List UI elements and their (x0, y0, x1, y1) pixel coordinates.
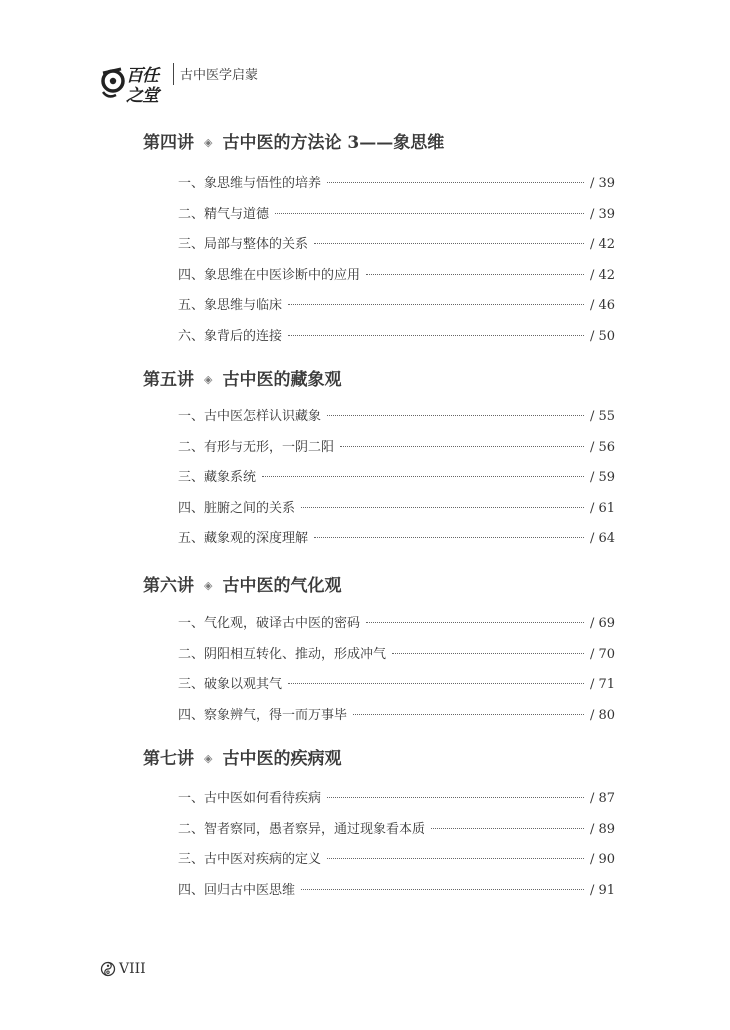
toc-entry[interactable] (178, 405, 615, 423)
logo-swirl-icon (100, 64, 126, 104)
ornament-icon: ◈ (204, 579, 213, 592)
chapter-label: 第七讲 (143, 749, 194, 769)
entry-page: / 55 (589, 409, 615, 424)
dot-leader (301, 507, 584, 508)
entry-page: / 50 (589, 329, 615, 344)
entry-title: 三、局部与整体的关系 (178, 237, 309, 253)
entry-title: 三、藏象系统 (178, 470, 257, 486)
dot-leader (288, 335, 584, 336)
entry-page: / 90 (589, 852, 615, 868)
toc-entry[interactable] (178, 787, 615, 805)
entry-title: 二、阴阳相互转化、推动，形成冲气 (178, 646, 387, 662)
toc-entry[interactable] (178, 233, 615, 251)
dot-leader (327, 182, 584, 183)
toc-entry[interactable] (178, 497, 615, 515)
toc-entry[interactable] (178, 264, 615, 282)
entry-page: / 89 (589, 821, 615, 837)
chapter-title: 古中医的气化观 (222, 576, 342, 596)
entry-title: 六、象背后的连接 (178, 329, 283, 344)
entry-title: 一、古中医怎样认识藏象 (178, 409, 322, 424)
chapter-title: 古中医的藏象观 (222, 370, 342, 390)
ornament-icon: ◈ (204, 136, 213, 149)
toc-entry[interactable] (178, 704, 615, 722)
dot-leader (301, 889, 584, 890)
page-footer (100, 961, 146, 977)
dot-leader (275, 213, 584, 214)
entry-page: / 42 (589, 267, 615, 283)
toc-entry[interactable] (178, 848, 615, 866)
dot-leader (327, 858, 584, 859)
entry-page: / 69 (589, 616, 615, 631)
logo-text: 百任之堂 (126, 66, 158, 106)
entry-title: 二、精气与道德 (178, 206, 270, 222)
entry-title: 一、古中医如何看待疾病 (178, 791, 322, 806)
ornament-icon: ◈ (204, 752, 213, 765)
toc-entry[interactable] (178, 673, 615, 691)
dot-leader (314, 537, 584, 538)
toc-entry[interactable] (178, 818, 615, 836)
book-title: 古中医学启蒙 (180, 68, 259, 83)
entry-title: 二、有形与无形，一阴二阳 (178, 439, 335, 455)
entry-page: / 71 (589, 677, 615, 693)
yin-yang-icon (100, 961, 116, 977)
entry-page: / 91 (589, 882, 615, 898)
ornament-icon: ◈ (204, 373, 213, 386)
entry-title: 四、察象辨气，得一而万事毕 (178, 707, 348, 723)
entry-title: 二、智者察同，愚者察异，通过现象看本质 (178, 821, 426, 837)
entry-title: 五、象思维与临床 (178, 298, 283, 314)
entry-title: 四、回归古中医思维 (178, 882, 296, 898)
toc-entry[interactable] (178, 203, 615, 221)
entry-page: / 87 (589, 791, 615, 806)
toc-entry[interactable] (178, 466, 615, 484)
dot-leader (314, 243, 584, 244)
entry-page: / 61 (589, 500, 615, 516)
toc-entry[interactable] (178, 294, 615, 312)
page-number: VIII (119, 961, 146, 977)
entry-title: 三、古中医对疾病的定义 (178, 852, 322, 868)
chapter-heading (143, 571, 341, 596)
chapter-label: 第六讲 (143, 576, 194, 596)
chapter-heading (143, 744, 341, 769)
dot-leader (262, 476, 584, 477)
chapter-heading (143, 365, 341, 390)
entry-page: / 42 (589, 237, 615, 253)
entry-page: / 59 (589, 470, 615, 486)
dot-leader (327, 797, 584, 798)
header-divider (173, 63, 174, 85)
chapter-heading (143, 128, 444, 153)
chapter-label: 第五讲 (143, 370, 194, 390)
entry-title: 五、藏象观的深度理解 (178, 531, 309, 547)
toc-entry[interactable] (178, 643, 615, 661)
toc-entry[interactable] (178, 325, 615, 343)
entry-page: / 80 (589, 707, 615, 723)
dot-leader (353, 714, 584, 715)
dot-leader (288, 683, 584, 684)
toc-entry[interactable] (178, 879, 615, 897)
chapter-label: 第四讲 (143, 133, 194, 153)
chapter-title: 古中医的疾病观 (222, 749, 342, 769)
dot-leader (392, 653, 584, 654)
publisher-logo (100, 58, 170, 112)
entry-title: 四、象思维在中医诊断中的应用 (178, 267, 361, 283)
entry-page: / 56 (589, 439, 615, 455)
entry-page: / 39 (589, 176, 615, 191)
toc-entry[interactable] (178, 527, 615, 545)
chapter-title: 古中医的方法论 3——象思维 (222, 133, 445, 153)
entry-title: 一、气化观，破译古中医的密码 (178, 616, 361, 631)
dot-leader (340, 446, 584, 447)
dot-leader (366, 274, 584, 275)
dot-leader (288, 304, 584, 305)
entry-title: 四、脏腑之间的关系 (178, 500, 296, 516)
toc-entry[interactable] (178, 436, 615, 454)
dot-leader (327, 415, 584, 416)
toc-entry[interactable] (178, 612, 615, 630)
entry-page: / 46 (589, 298, 615, 314)
dot-leader (431, 828, 584, 829)
entry-title: 三、破象以观其气 (178, 677, 283, 693)
entry-page: / 39 (589, 206, 615, 222)
entry-page: / 64 (589, 531, 615, 547)
toc-entry[interactable] (178, 172, 615, 190)
entry-page: / 70 (589, 646, 615, 662)
dot-leader (366, 622, 584, 623)
entry-title: 一、象思维与悟性的培养 (178, 176, 322, 191)
